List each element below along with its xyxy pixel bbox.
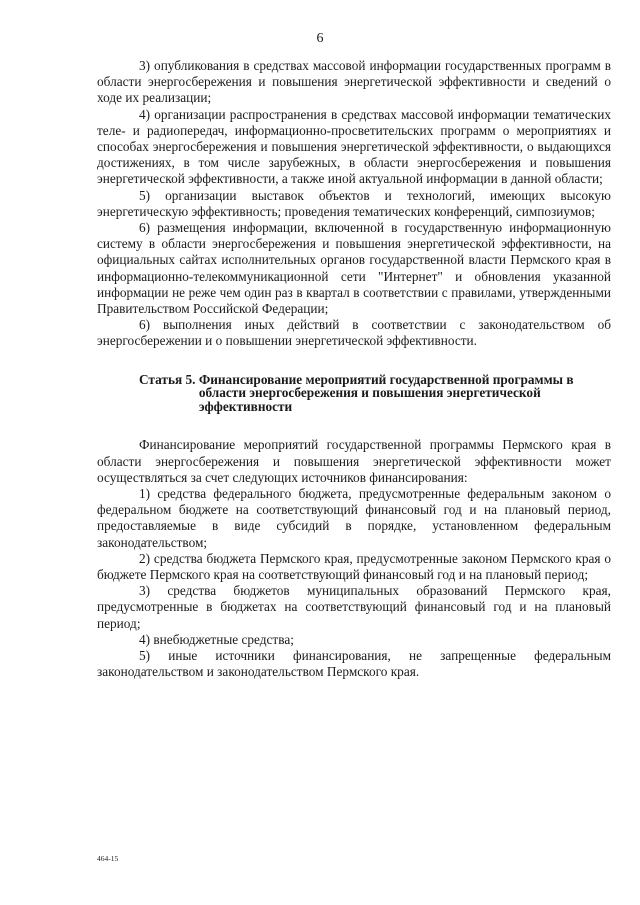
paragraph-item-6-other-actions: 6) выполнения иных действий в соответствии с законодательством об энергосбережении и о повышении энергетической эффективности. bbox=[97, 317, 611, 349]
article-number: Статья 5. bbox=[139, 371, 199, 387]
paragraph-financing-intro: Финансирование мероприятий государственной программы Пермского края в области энергосбережения и повышения энергетической эффективности может осуществляться за счет следующих источников финансирования: bbox=[97, 437, 611, 485]
paragraph-item-3-publication: 3) опубликования в средствах массовой информации государственных программ в области энергосбережения и повышения энергетической эффективности и сведений о ходе их реализации; bbox=[97, 58, 611, 106]
paragraph-source-1-federal: 1) средства федерального бюджета, предусмотренные федеральным законом о федеральном бюджете на соответствующий финансовый год и на плановый период, предоставляемые в виде субсидий в порядке, установленном федеральным законодательством; bbox=[97, 486, 611, 550]
paragraph-source-4-extrabudgetary: 4) внебюджетные средства; bbox=[139, 631, 294, 647]
paragraph-source-3-municipal: 3) средства бюджетов муниципальных образований Пермского края, предусмотренные в бюджетах на соответствующий финансовый год и на плановый период; bbox=[97, 583, 611, 631]
paragraph-item-4-broadcasting: 4) организации распространения в средствах массовой информации тематических теле- и радиопередач, информационно-просветительских программ о мероприятиях и способах энергосбережения и повышения энергетической эффективности, о выдающихся достижениях, в том числе зарубежных, в области энергосбережения и повышения энергетической эффективности, а также иной актуальной информации в данной области; bbox=[97, 106, 611, 187]
paragraph-item-6-information-placement: 6) размещения информации, включенной в государственную информационную систему в области энергосбережения и повышения энергетической эффективности, на официальных сайтах исполнительных органов государственной власти Пермского края в информационно-телекоммуникационной сети "Интернет" и обновления указанной информации не реже чем один раз в квартал в соответствии с правилами, утвержденными Правительством Российской Федерации; bbox=[97, 220, 611, 317]
article-heading bbox=[97, 373, 611, 414]
document-code: 464-15 bbox=[97, 854, 119, 863]
page-number: 6 bbox=[316, 31, 324, 46]
document-body bbox=[97, 58, 611, 680]
paragraph-source-2-regional: 2) средства бюджета Пермского края, предусмотренные законом Пермского края о бюджете Пермского края на соответствующий финансовый год и на плановый период; bbox=[97, 550, 611, 583]
article-title: Финансирование мероприятий государственной программы в области энергосбережения и повышения энергетической эффективности bbox=[198, 371, 574, 414]
paragraph-source-5-other: 5) иные источники финансирования, не запрещенные федеральным законодательством и законодательством Пермского края. bbox=[97, 648, 611, 680]
paragraph-item-5-exhibitions: 5) организации выставок объектов и технологий, имеющих высокую энергетическую эффективность; проведения тематических конференций, симпозиумов; bbox=[97, 187, 611, 219]
